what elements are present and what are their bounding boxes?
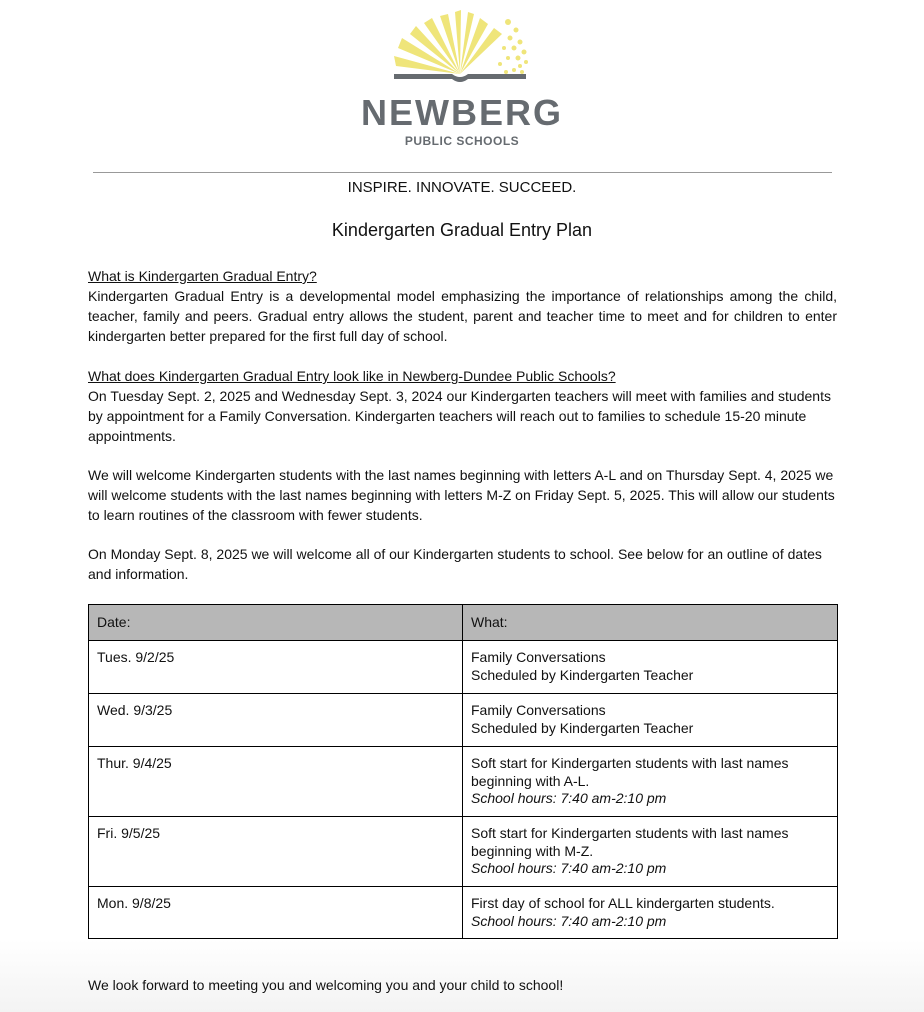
what-cell xyxy=(463,747,838,817)
date-cell: Wed. 9/3/25 xyxy=(89,694,463,747)
table-row xyxy=(89,694,838,747)
school-hours: School hours: 7:40 am-2:10 pm xyxy=(471,790,667,806)
date-cell: Thur. 9/4/25 xyxy=(89,747,463,817)
what-cell xyxy=(463,641,838,694)
page-title: Kindergarten Gradual Entry Plan xyxy=(331,220,593,240)
what-cell xyxy=(463,817,838,887)
section-what-is xyxy=(88,266,837,346)
table-row xyxy=(89,817,838,887)
table-row xyxy=(89,747,838,817)
paragraph-family-conversations: On Tuesday Sept. 2, 2025 and Wednesday Sept. 3, 2024 our Kindergarten teachers will meet with families and students by appointment for a Family Conversation. Kindergarten teachers will reach out to families to schedule 15-20 minute appointments. xyxy=(88,388,831,444)
what-line: Scheduled by Kindergarten Teacher xyxy=(471,666,694,683)
column-header-date: Date: xyxy=(89,605,463,641)
brand-name: NEWBERG xyxy=(361,92,563,133)
what-cell xyxy=(463,887,838,939)
what-cell xyxy=(463,694,838,747)
school-hours: School hours: 7:40 am-2:10 pm xyxy=(471,912,667,929)
tagline: INSPIRE. INNOVATE. SUCCEED. xyxy=(347,179,577,196)
date-cell: Tues. 9/2/25 xyxy=(89,641,463,694)
paragraph-first-day: On Monday Sept. 8, 2025 we will welcome all of our Kindergarten students to school. See below for an outline of dates and information. xyxy=(88,546,822,582)
schedule-table xyxy=(88,604,838,939)
what-line: Family Conversations xyxy=(471,702,606,718)
brand-subtitle: PUBLIC SCHOOLS xyxy=(404,134,520,148)
table-header-row xyxy=(89,605,838,641)
section-how xyxy=(88,366,837,446)
what-line: Soft start for Kindergarten students with last names beginning with M-Z. xyxy=(471,825,789,859)
page-bottom-fade xyxy=(0,940,924,1012)
column-header-what: What: xyxy=(463,605,838,641)
paragraph-soft-start: We will welcome Kindergarten students with the last names beginning with letters A-L and on Thursday Sept. 4, 2025 we will welcome students with the last names beginning with letters M-Z on Friday Sept. 5, 2025. This will allow our students to learn routines of the classroom with fewer students. xyxy=(88,467,835,523)
date-cell: Fri. 9/5/25 xyxy=(89,817,463,887)
date-cell: Mon. 9/8/25 xyxy=(89,887,463,939)
section2-heading: What does Kindergarten Gradual Entry look like in Newberg-Dundee Public Schools? xyxy=(88,368,616,384)
table-row xyxy=(89,641,838,694)
table-row xyxy=(89,887,838,939)
header-divider xyxy=(93,172,832,173)
section1-heading: What is Kindergarten Gradual Entry? xyxy=(88,268,317,284)
book-icon xyxy=(394,74,526,82)
school-hours: School hours: 7:40 am-2:10 pm xyxy=(471,860,667,876)
closing-line: We look forward to meeting you and welcoming you and your child to school! xyxy=(88,977,564,993)
sunburst-icon xyxy=(394,10,528,74)
what-line: Family Conversations xyxy=(471,649,606,665)
what-line: First day of school for ALL kindergarten students. xyxy=(471,895,775,911)
what-line: Scheduled by Kindergarten Teacher xyxy=(471,719,694,736)
section1-body: Kindergarten Gradual Entry is a developmental model emphasizing the importance of relationships among the child, teacher, family and peers. Gradual entry allows the student, parent and teacher time to meet and for children to enter kindergarten better prepared for the first full day of school. xyxy=(88,288,837,344)
what-line: Soft start for Kindergarten students with last names beginning with A-L. xyxy=(471,755,789,789)
